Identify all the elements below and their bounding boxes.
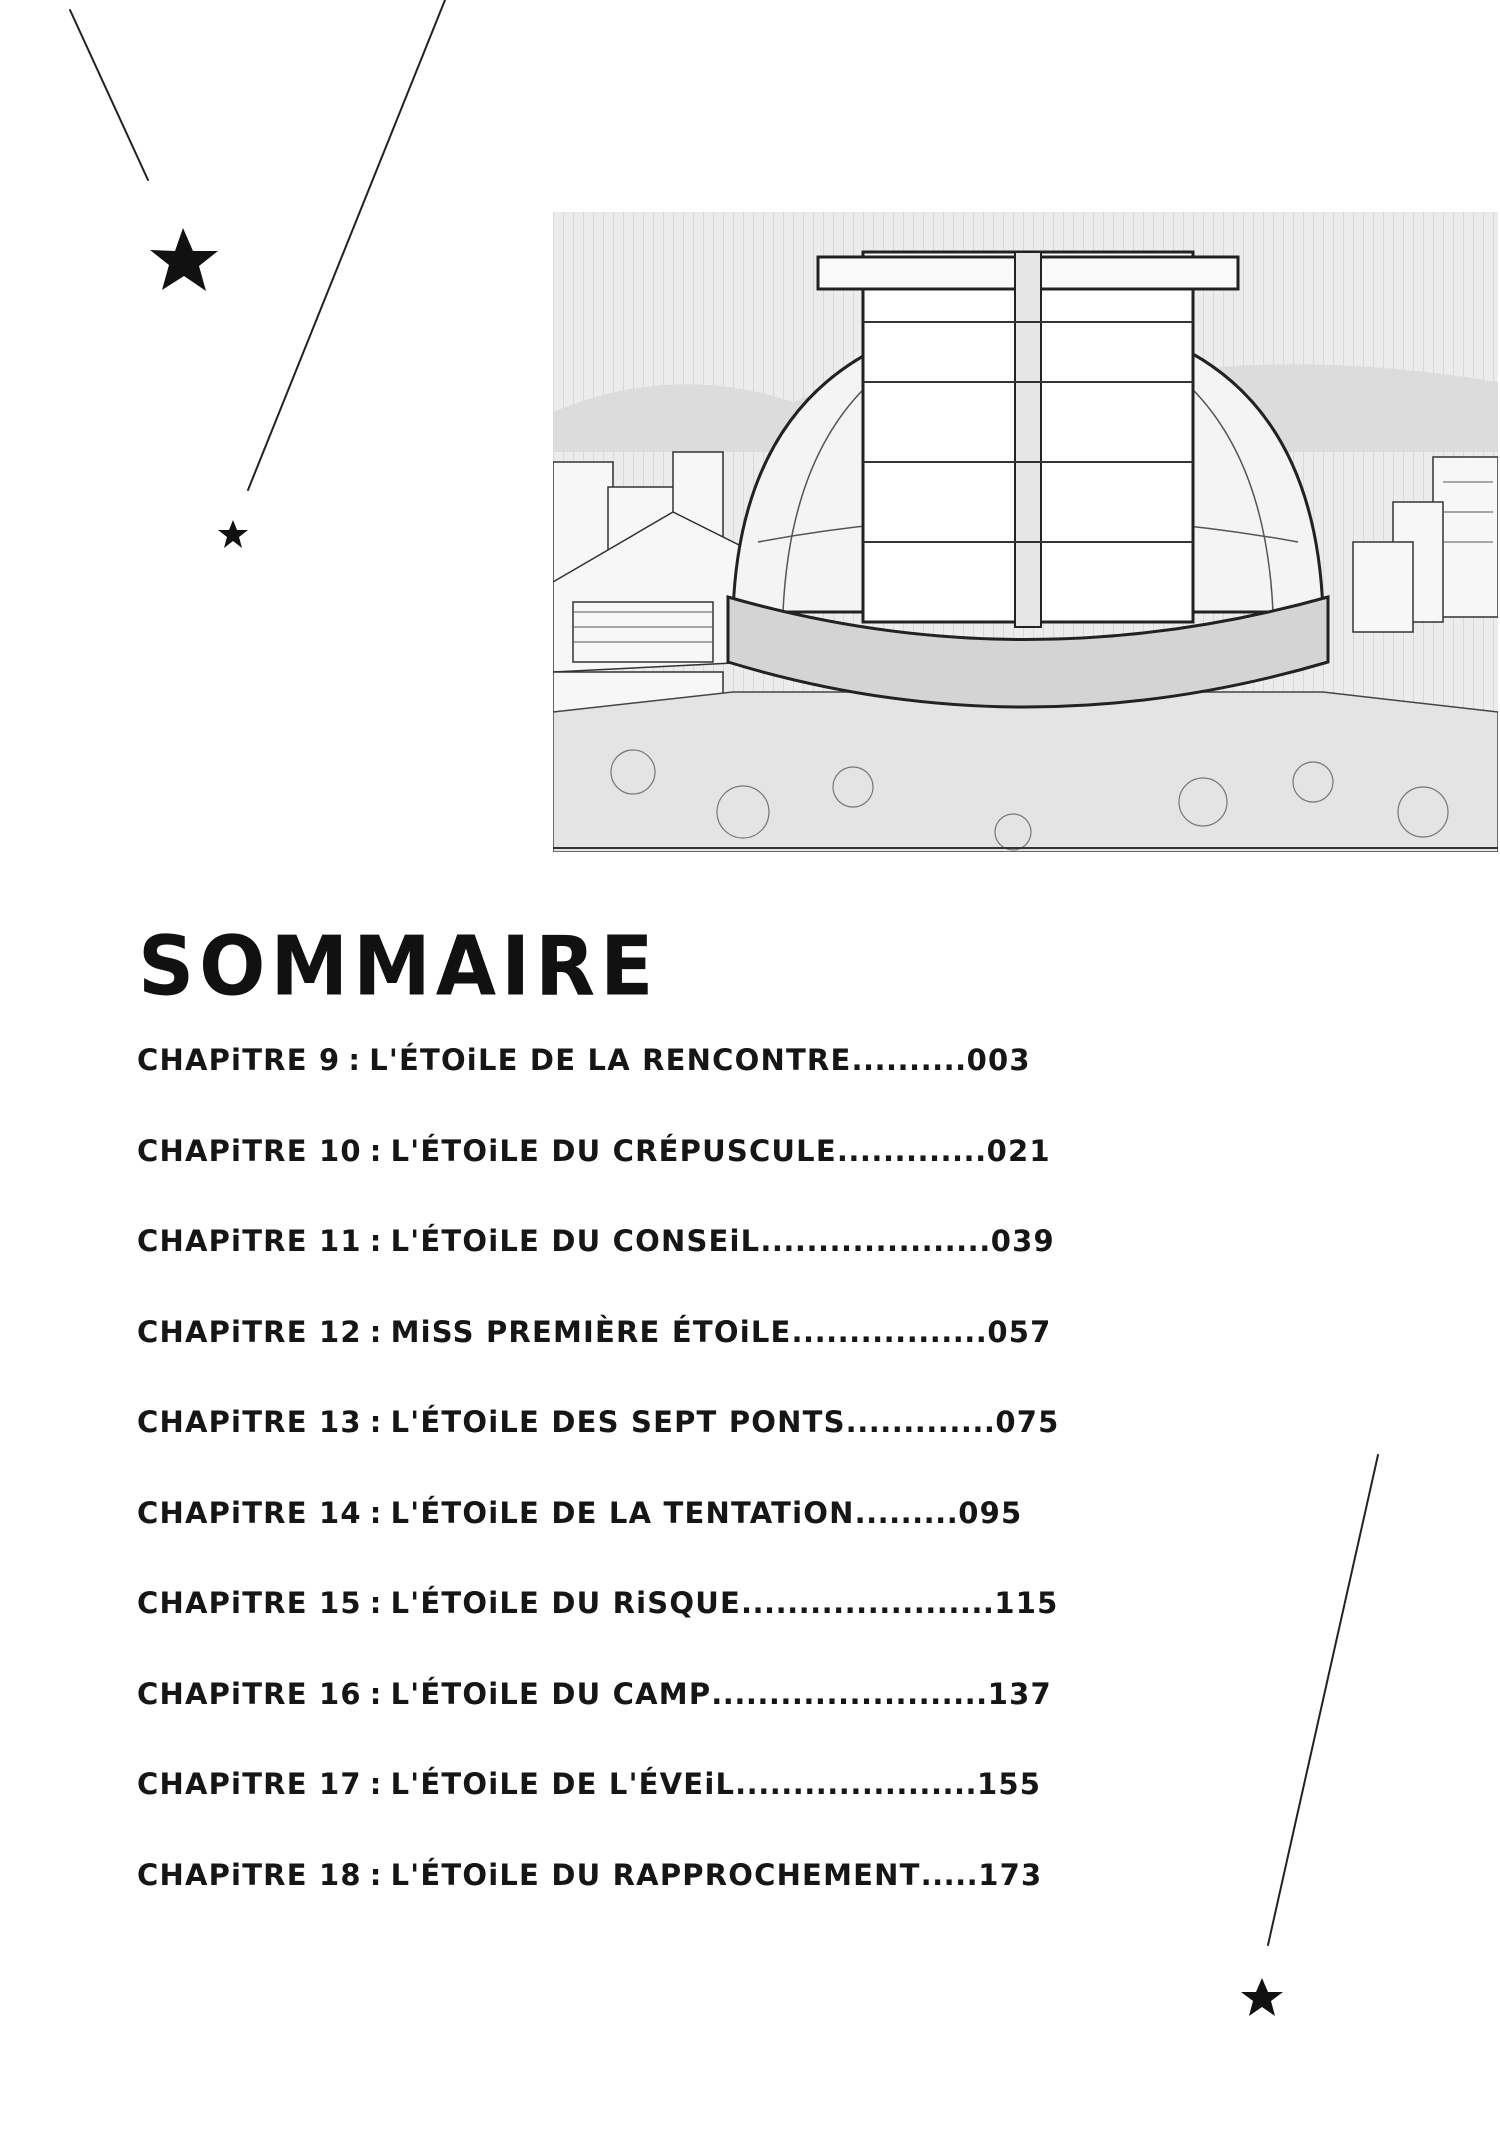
page-number: 039 <box>990 1224 1055 1258</box>
chapter-number: CHAPiTRE 18 <box>137 1857 362 1892</box>
toc-entry <box>137 1857 1043 1949</box>
dot-leader: ............. <box>836 1133 987 1168</box>
toc-entry <box>137 1405 1060 1496</box>
shooting-star-trail <box>1268 1455 1378 1945</box>
toc-entry <box>137 1676 1052 1768</box>
toc-entry <box>137 1314 1052 1406</box>
star-icon <box>1241 1978 1283 2016</box>
dot-leader: ..................... <box>735 1767 978 1801</box>
page-number: 137 <box>987 1676 1052 1711</box>
dot-leader: ......... <box>854 1495 959 1530</box>
page-number: 057 <box>987 1314 1052 1349</box>
page-title: SOMMAIRE <box>138 920 659 1015</box>
dot-leader: ................. <box>791 1314 988 1349</box>
page-number: 115 <box>994 1586 1059 1620</box>
chapter-title: MiSS PREMIÈRE ÉTOiLE <box>390 1314 792 1349</box>
chapter-title: L'ÉTOiLE DU RiSQUE <box>390 1586 742 1620</box>
separator: : <box>369 1857 383 1892</box>
page-number: 021 <box>986 1133 1051 1168</box>
star-icon <box>218 520 248 548</box>
page-number: 155 <box>977 1767 1042 1801</box>
chapter-number: CHAPiTRE 10 <box>137 1133 362 1168</box>
toc-entry <box>137 1133 1051 1225</box>
separator: : <box>369 1133 383 1168</box>
separator: : <box>348 1043 362 1077</box>
page-number: 003 <box>966 1043 1031 1077</box>
chapter-number: CHAPiTRE 12 <box>137 1314 362 1349</box>
chapter-number: CHAPiTRE 16 <box>137 1676 362 1711</box>
separator: : <box>369 1224 383 1258</box>
chapter-number: CHAPiTRE 9 <box>137 1043 341 1077</box>
page-number: 173 <box>978 1857 1043 1892</box>
star-icon <box>150 228 218 291</box>
dot-leader: .......... <box>851 1043 967 1077</box>
chapter-title: L'ÉTOiLE DU CRÉPUSCULE <box>390 1133 837 1168</box>
chapter-title: L'ÉTOiLE DU RAPPROCHEMENT <box>390 1857 921 1892</box>
chapter-number: CHAPiTRE 11 <box>137 1224 362 1258</box>
chapter-number: CHAPiTRE 17 <box>137 1767 362 1801</box>
chapter-title: L'ÉTOiLE DU CAMP <box>390 1676 712 1711</box>
separator: : <box>369 1676 383 1711</box>
chapter-number: CHAPiTRE 13 <box>137 1405 362 1439</box>
dot-leader: .................... <box>760 1224 991 1258</box>
page-number: 095 <box>958 1495 1023 1530</box>
chapter-title: L'ÉTOiLE DE LA RENCONTRE <box>369 1043 852 1077</box>
page-number: 075 <box>995 1405 1060 1439</box>
separator: : <box>369 1314 383 1349</box>
chapter-number: CHAPiTRE 14 <box>137 1495 362 1530</box>
shooting-star-trail <box>248 0 445 490</box>
shooting-star-trail <box>70 10 148 180</box>
separator: : <box>369 1767 383 1801</box>
separator: : <box>369 1405 383 1439</box>
chapter-title: L'ÉTOiLE DU CONSEiL <box>390 1224 761 1258</box>
chapter-title: L'ÉTOiLE DE LA TENTATiON <box>390 1495 855 1530</box>
dot-leader: ..... <box>920 1857 979 1892</box>
toc-entry <box>137 1586 1059 1677</box>
chapter-number: CHAPiTRE 15 <box>137 1586 362 1620</box>
dot-leader: ...................... <box>741 1586 995 1620</box>
observatory-dome-illustration <box>553 212 1498 852</box>
chapter-title: L'ÉTOiLE DE L'ÉVEiL <box>390 1767 736 1801</box>
separator: : <box>369 1586 383 1620</box>
dot-leader: ............. <box>845 1405 996 1439</box>
toc-entry <box>137 1043 1031 1134</box>
separator: : <box>369 1495 383 1530</box>
toc-entry <box>137 1224 1055 1315</box>
toc-entry <box>137 1495 1023 1587</box>
table-of-contents <box>137 1043 1060 1948</box>
dot-leader: ........................ <box>711 1676 988 1711</box>
toc-entry <box>137 1767 1042 1858</box>
chapter-title: L'ÉTOiLE DES SEPT PONTS <box>390 1405 846 1439</box>
